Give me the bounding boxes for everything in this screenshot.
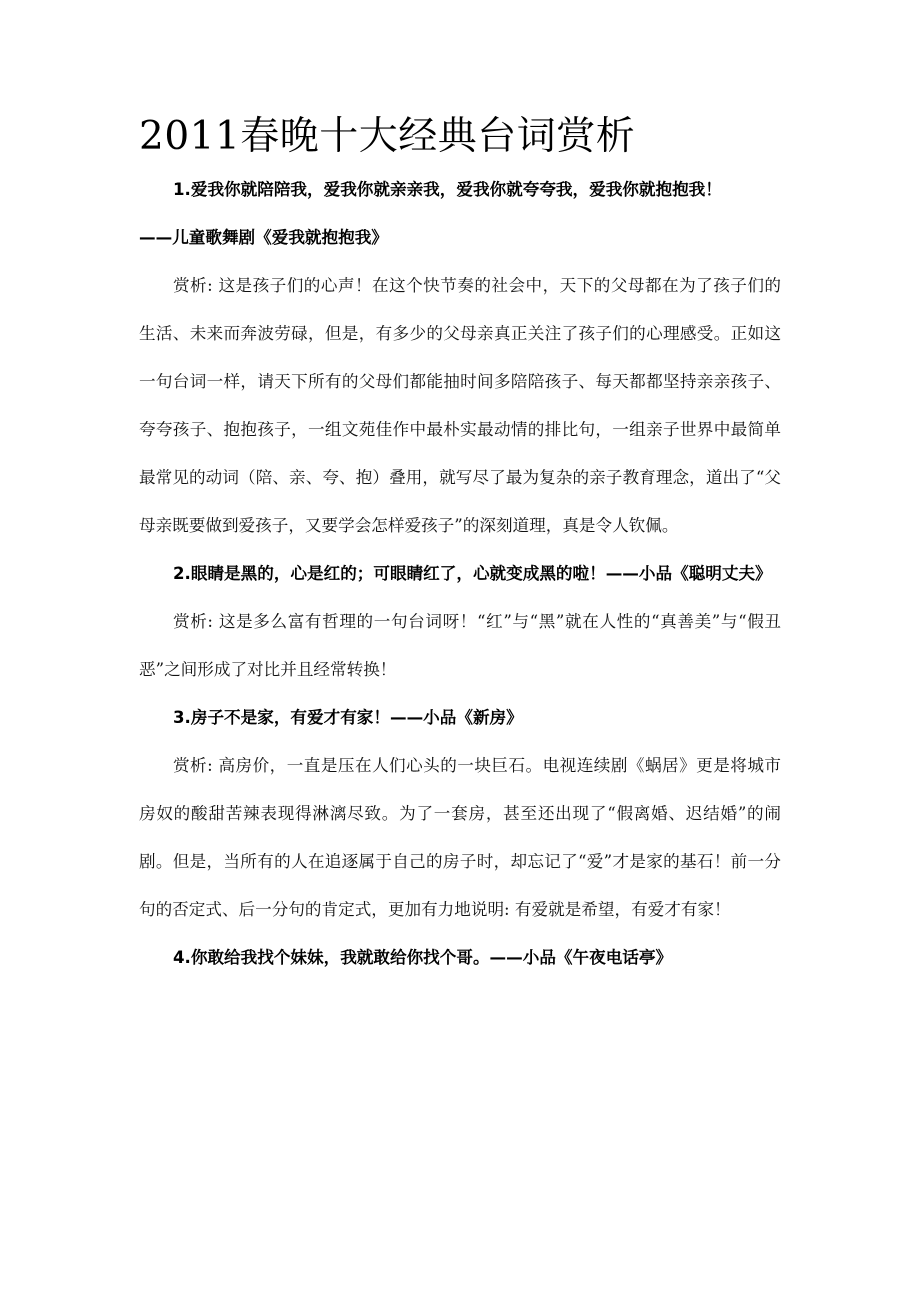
item-3-quote: 3.房子不是家，有爱才有家！——小品《新房》 [173, 708, 523, 727]
item-1-analysis: 赏析: 这是孩子们的心声！在这个快节奏的社会中，天下的父母都在为了孩子们的生活、未来而奔波劳碌，但是，有多少的父母亲真正关注了孩子们的心理感受。正如这一句台词一样，请天下所有的父母们都能抽时间多陪陪孩子、每天都都坚持亲亲孩子、夸夸孩子、抱抱孩子，一组文苑佳作中最朴实最动情的排比句，一组亲子世界中最简单最常见的动词（陪、亲、夸、抱）叠用，就写尽了最为复杂的亲子教育理念，道出了“父母亲既要做到爱孩子，又要学会怎样爱孩子”的深刻道理，真是令人钦佩。 [139, 276, 781, 535]
item-1-source: ——儿童歌舞剧《爱我就抱抱我》 [139, 228, 388, 247]
item-2-quote: 2.眼睛是黑的，心是红的；可眼睛红了，心就变成黑的啦！——小品《聪明丈夫》 [173, 564, 772, 583]
document-title: 2011春晚十大经典台词赏析 [139, 114, 636, 159]
item-3-analysis: 赏析: 高房价，一直是压在人们心头的一块巨石。电视连续剧《蜗居》更是将城市房奴的酸甜苦辣表现得淋漓尽致。为了一套房，甚至还出现了“假离婚、迟结婚”的闹剧。但是，当所有的人在追逐属于自己的房子时，却忘记了“爱”才是家的基石！前一分句的否定式、后一分句的肯定式，更加有力地说明: 有爱就是希望，有爱才有家！ [139, 756, 781, 919]
item-1-quote: 1.爱我你就陪陪我，爱我你就亲亲我，爱我你就夸夸我，爱我你就抱抱我！ [173, 180, 722, 199]
item-4-quote: 4.你敢给我找个妹妹，我就敢给你找个哥。——小品《午夜电话亭》 [173, 948, 673, 967]
document-page [139, 108, 781, 982]
item-2-analysis: 赏析: 这是多么富有哲理的一句台词呀！“红”与“黑”就在人性的“真善美”与“假丑恶”之间形成了对比并且经常转换！ [139, 612, 781, 679]
